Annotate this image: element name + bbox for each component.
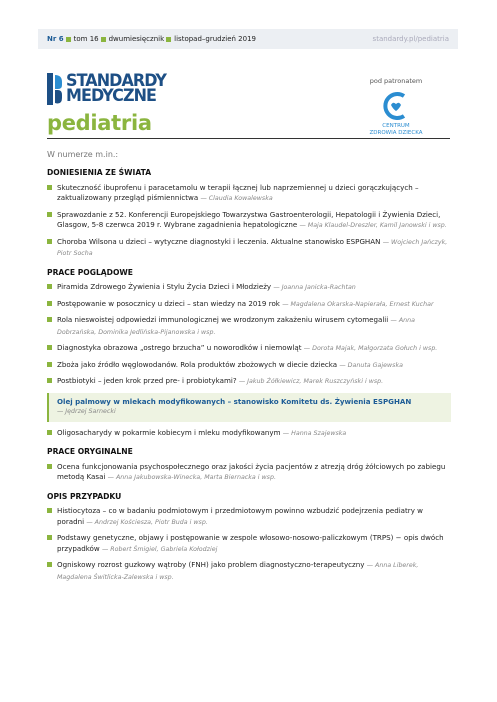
article-authors: — Claudia Kowalewska — [200, 195, 273, 202]
logo-line-1: STANDARDY — [66, 71, 167, 91]
bullet-square-icon — [47, 362, 52, 367]
bullet-square-icon — [47, 378, 52, 383]
logo-mark-icon — [47, 73, 62, 105]
list-item[interactable] — [47, 360, 451, 372]
article-title: Rola nieswoistej odpowiedzi immunologicznej we wrodzonym zakażeniu wirusem cytomegalii — [57, 315, 389, 324]
section-title: DONIESIENIA ZE ŚWIATA — [47, 168, 152, 177]
patron-org-line-2: ZDROWIA DZIECKA — [369, 130, 423, 136]
site-url[interactable]: standardy.pl/pediatria — [372, 35, 449, 43]
bullet-square-icon — [66, 37, 71, 42]
article-authors: — Hanna Szajewska — [282, 429, 347, 437]
article-authors: — Anna Dobrzańska, Dominika Jedlińska-Pijanowska i wsp. — [57, 317, 415, 336]
logo-line-2: MEDYCZNE — [66, 86, 157, 106]
article-authors: — Joanna Janicka-Rachtan — [273, 284, 356, 291]
article-title: Histiocytoza – co w badaniu podmiotowym i przedmiotowym powinno wzbudzić podejrzenia pediatry w poradni — [57, 506, 423, 526]
section-title: PRACE ORYGINALNE — [47, 447, 133, 456]
article-title: Zboża jako źródło węglowodanów. Rola produktów zbożowych w diecie dziecka — [57, 359, 338, 369]
bullet-square-icon — [47, 535, 52, 540]
bullet-square-icon — [47, 508, 52, 513]
article-title: Sprawozdanie z 52. Konferencji Europejskiego Towarzystwa Gastroenterologii, Hepatologii i Żywienia Dzieci, Glasgow, 5-8 czerwca 2019 r. Wybrane zagadnienia hepatologiczne — [57, 209, 441, 229]
article-authors: — Magdalena Okarska-Napierała, Ernest Kuchar — [282, 300, 434, 308]
bullet-square-icon — [47, 301, 52, 306]
list-item[interactable] — [47, 299, 451, 311]
article-title: Olej palmowy w mlekach modyfikowanych – stanowisko Komitetu ds. Żywienia ESPGHAN — [57, 396, 412, 406]
list-item[interactable] — [47, 506, 451, 528]
patronage-block — [356, 77, 436, 137]
bullet-square-icon — [47, 239, 52, 244]
bullet-square-icon — [47, 284, 52, 289]
section-title: OPIS PRZYPADKU — [47, 491, 122, 501]
issue-intro: W numerze m.in.: — [47, 150, 119, 159]
bullet-square-icon — [47, 562, 52, 567]
article-authors: — Danuta Gajewska — [339, 361, 403, 369]
table-of-contents — [47, 168, 451, 588]
list-item[interactable] — [47, 315, 451, 338]
patronage-label: pod patronatem — [369, 77, 423, 85]
list-item[interactable] — [47, 462, 451, 484]
issue-info-bar — [38, 29, 458, 49]
article-title: Postępowanie w posocznicy u dzieci – stan wiedzy na 2019 rok — [57, 298, 280, 308]
list-item[interactable] — [47, 376, 451, 388]
article-title: Podstawy genetyczne, objawy i postępowanie w zespole włosowo-nosowo-paliczkowym (TRPS) − opis dwóch przypadków — [57, 533, 444, 553]
section-title: PRACE POGLĄDOWE — [47, 267, 133, 277]
period: listopad–grudzień 2019 — [174, 35, 256, 43]
list-item[interactable] — [47, 183, 451, 205]
bullet-square-icon — [101, 37, 106, 42]
list-item[interactable] — [47, 343, 451, 355]
bullet-square-icon — [47, 185, 52, 190]
patron-org-line-1: CENTRUM — [382, 123, 410, 129]
issue-number: Nr 6 — [47, 35, 64, 43]
article-authors: — Anna Liberek, Magdalena Świtlicka-Zalewska i wsp. — [57, 562, 419, 581]
highlighted-article[interactable] — [47, 393, 451, 422]
bullet-square-icon — [47, 464, 52, 469]
article-authors: — Jędrzej Sarnecki — [57, 408, 116, 415]
article-authors: — Maja Klaudel-Dreszler, Kamil Janowski i wsp. — [299, 222, 447, 229]
standardy-medyczne-logo — [47, 73, 172, 105]
article-authors: — Jakub Żółkiewicz, Marek Ruszczyński i wsp. — [238, 378, 384, 385]
article-authors: — Dorota Majak, Małgorzata Gołuch i wsp. — [303, 345, 438, 352]
list-item[interactable] — [47, 428, 451, 440]
article-authors: — Wojciech Jańczyk, Piotr Socha — [57, 238, 448, 257]
article-title: Skuteczność ibuprofenu i paracetamolu w terapii łącznej lub naprzemiennej u dzieci gorączkujących – zaktualizowany przegląd piśmiennictwa — [57, 182, 419, 202]
bullet-square-icon — [166, 37, 171, 42]
volume: tom 16 — [73, 35, 99, 43]
article-title: Postbiotyki – jeden krok przed pre- i probiotykami? — [57, 376, 237, 385]
article-title: Ogniskowy rozrost guzkowy wątroby (FNH) jako problem diagnostyczno-terapeutyczny — [57, 560, 365, 569]
article-title: Choroba Wilsona u dzieci – wytyczne diagnostyki i leczenia. Aktualne stanowisko ESPGHAN — [57, 236, 381, 246]
centrum-zdrowia-dziecka-icon — [378, 91, 414, 121]
list-item[interactable] — [47, 533, 451, 555]
article-authors: — Anna Jakubowska-Winecka, Marta Biernacka i wsp. — [107, 474, 276, 481]
header-divider — [47, 138, 450, 139]
article-title: Diagnostyka obrazowa „ostrego brzucha” u noworodków i niemowląt — [57, 343, 302, 352]
article-title: Piramida Zdrowego Żywienia i Stylu Życia Dzieci i Młodzieży — [57, 282, 272, 291]
bullet-square-icon — [47, 430, 52, 435]
article-authors: — Robert Śmigiel, Gabriela Kołodziej — [101, 545, 218, 553]
article-authors: — Andrzej Kościesza, Piotr Buda i wsp. — [86, 518, 208, 526]
frequency: dwumiesięcznik — [108, 35, 165, 43]
article-title: Ocena funkcjonowania psychospołecznego oraz jakości życia pacjentów z atrezją dróg żółciowych po zabiegu metodą Kasai — [57, 461, 446, 481]
list-item[interactable] — [47, 282, 451, 294]
bullet-square-icon — [47, 317, 52, 322]
journal-title: pediatria — [47, 111, 152, 135]
bullet-square-icon — [47, 212, 52, 217]
list-item[interactable] — [47, 210, 451, 232]
list-item[interactable] — [47, 560, 451, 583]
bullet-square-icon — [47, 345, 52, 350]
article-title: Oligosacharydy w pokarmie kobiecym i mleku modyfikowanym — [57, 427, 281, 437]
list-item[interactable] — [47, 237, 451, 260]
